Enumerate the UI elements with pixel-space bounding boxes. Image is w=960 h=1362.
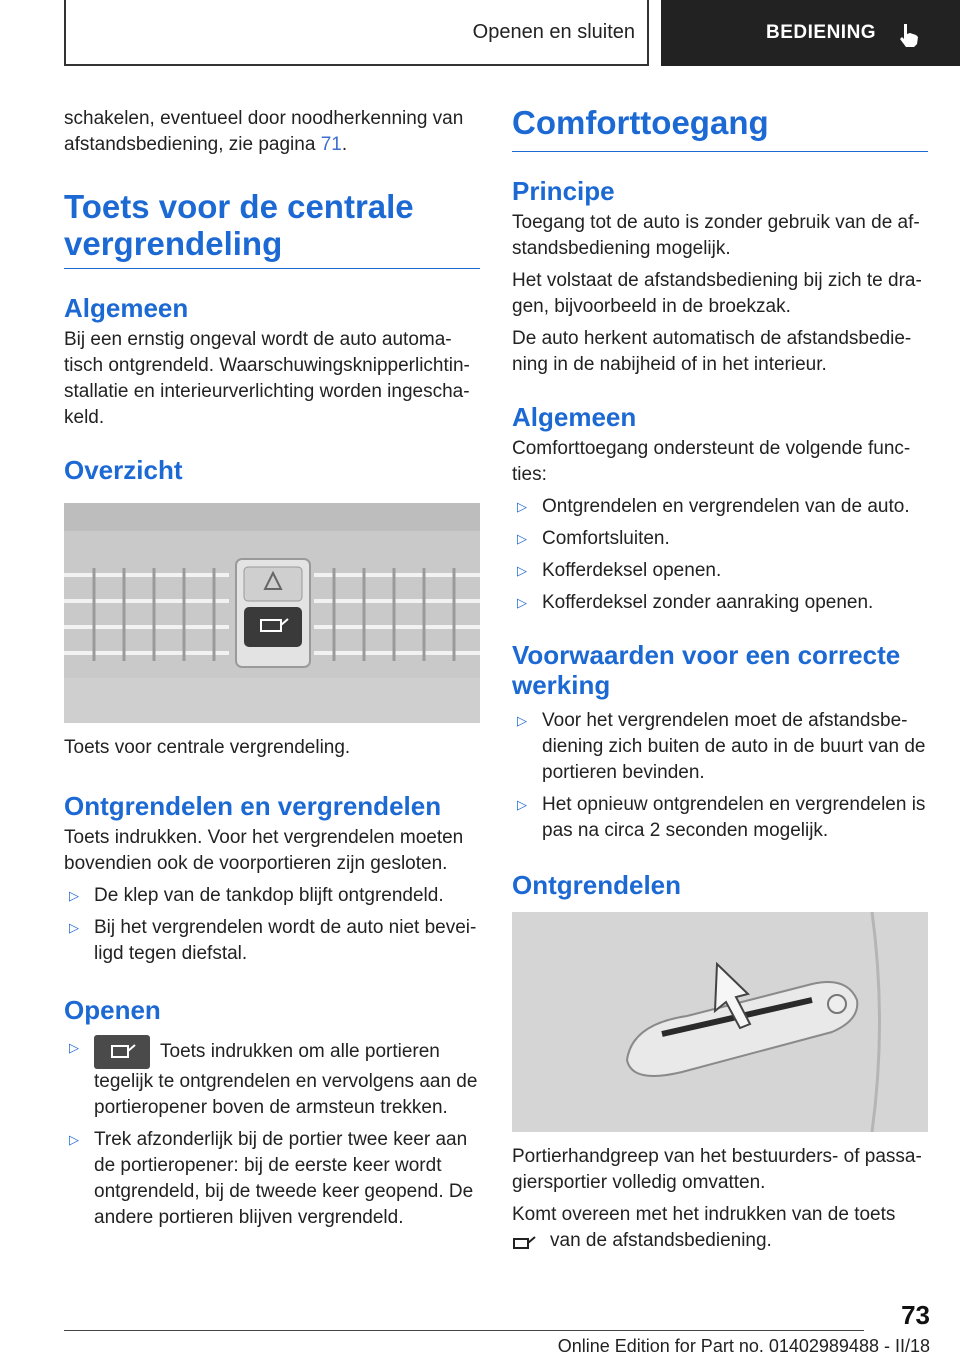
- left-column: [64, 98, 480, 1231]
- list-item: [512, 792, 928, 844]
- principe-paragraph: Het volstaat de afstandsbediening bij zich te dra-gen, bijvoorbeeld in de broekzak.: [512, 270, 922, 317]
- heading-algemeen-right: Algemeen: [512, 402, 637, 432]
- list-item-text: Trek afzonderlijk bij de portier twee keer aan de portieropener: bij de eerste keer wordt ontgrendeld, bij de tweede keer geopend. De andere portieren blijven vergrendeld.: [94, 1129, 474, 1228]
- hand-pointer-icon: [896, 22, 922, 48]
- door-handle-image: [512, 912, 928, 1132]
- list-item-text: De klep van de tankdop blijft ontgrendeld.: [94, 885, 444, 906]
- triangle-bullet-icon: ▷: [517, 595, 527, 610]
- right-column: [512, 104, 928, 1254]
- chapter-title: BEDIENING: [766, 22, 877, 43]
- list-item-text: Toets indrukken om alle portieren tegelijk te ontgrendelen en vervolgens aan de portieropener boven de armsteun trekken.: [94, 1041, 478, 1118]
- voorwaarden-list: [512, 708, 928, 844]
- list-item: [64, 1127, 480, 1231]
- footer-divider: [64, 1330, 864, 1331]
- principe-paragraph: De auto herkent automatisch de afstandsbedie-ning in de nabijheid of in het interieur.: [512, 328, 912, 375]
- list-item-text: Kofferdeksel openen.: [542, 560, 722, 581]
- section-tab: [64, 0, 649, 66]
- triangle-bullet-icon: ▷: [517, 713, 527, 728]
- triangle-bullet-icon: ▷: [517, 797, 527, 812]
- openen-list: [64, 1035, 480, 1231]
- key-text-before: Komt overeen met het indrukken van de toets: [512, 1204, 896, 1225]
- list-item-text: Kofferdeksel zonder aanraking openen.: [542, 592, 874, 613]
- heading-overzicht: Overzicht: [64, 455, 183, 485]
- door-handle-illustration: [512, 912, 928, 1132]
- section-title: Openen en sluiten: [472, 20, 635, 43]
- triangle-bullet-icon: ▷: [517, 531, 527, 546]
- heading-principe: Principe: [512, 176, 615, 206]
- triangle-bullet-icon: ▷: [69, 1132, 79, 1147]
- list-item: [512, 526, 928, 552]
- list-item-text: Voor het vergrendelen moet de afstandsbe-diening zich buiten de auto in de buurt van de portieren bevinden.: [542, 710, 926, 783]
- section-heading-central-locking: Toets voor de centrale vergrendeling: [64, 188, 480, 269]
- intro-paragraph: [64, 106, 480, 158]
- ontgrendelen-text: Toets indrukken. Voor het vergrendelen moeten bovendien ook de voorportieren zijn gesloten.: [64, 827, 464, 874]
- key-text-after: van de afstandsbediening.: [550, 1230, 772, 1251]
- list-item: [512, 708, 928, 786]
- page-number: 73: [901, 1300, 930, 1330]
- list-item: [64, 883, 480, 909]
- list-item-text: Comfortsluiten.: [542, 528, 670, 549]
- ontgrendelen-caption: Portierhandgreep van het bestuurders- of passa-giersportier volledig omvatten.: [512, 1146, 922, 1193]
- list-item: [512, 590, 928, 616]
- overzicht-caption: Toets voor centrale vergrendeling.: [64, 737, 351, 758]
- triangle-bullet-icon: ▷: [517, 499, 527, 514]
- list-item-text: Ontgrendelen en vergrendelen van de auto.: [542, 496, 910, 517]
- section-heading-comforttoegang: Comforttoegang: [512, 104, 928, 152]
- ontgrendelen-list: [64, 883, 480, 967]
- unlock-key-icon: [94, 1035, 150, 1069]
- heading-openen: Openen: [64, 995, 161, 1025]
- heading-ontgrendelen-vergrendelen: Ontgrendelen en vergrendelen: [64, 791, 442, 821]
- unlock-icon: [512, 1232, 540, 1250]
- triangle-bullet-icon: ▷: [69, 920, 79, 935]
- chapter-tab: [661, 0, 960, 66]
- list-item: [512, 494, 928, 520]
- intro-end: .: [341, 134, 348, 155]
- central-locking-button-image: [64, 503, 480, 723]
- list-item-text: Bij het vergrendelen wordt de auto niet bevei-ligd tegen diefstal.: [94, 917, 477, 964]
- page-link[interactable]: 71: [320, 134, 342, 155]
- algemeen-right-text: Comforttoegang ondersteunt de volgende func-ties:: [512, 438, 911, 485]
- intro-text: schakelen, eventueel door noodherkenning van afstandsbediening, zie pagina: [64, 108, 464, 155]
- list-item: [64, 915, 480, 967]
- list-item-text: Het opnieuw ontgrendelen en vergrendelen is pas na circa 2 seconden mogelijk.: [542, 794, 926, 841]
- vent-illustration: [64, 503, 480, 723]
- triangle-bullet-icon: ▷: [517, 563, 527, 578]
- edition-text: Online Edition for Part no. 01402989488 - II/18: [557, 1336, 930, 1356]
- heading-algemeen: Algemeen: [64, 293, 189, 323]
- list-item: [512, 558, 928, 584]
- ontgrendelen-key-text: [512, 1202, 928, 1254]
- page-header: [64, 0, 960, 66]
- algemeen-text: Bij een ernstig ongeval wordt de auto automa-tisch ontgrendeld. Waarschuwingsknipperlichtin-stallatie en interieurverlichting worden ingescha-keld.: [64, 329, 470, 428]
- list-item: [64, 1035, 480, 1121]
- heading-ontgrendelen: Ontgrendelen: [512, 870, 682, 900]
- triangle-bullet-icon: ▷: [69, 1040, 79, 1055]
- heading-voorwaarden: Voorwaarden voor een correcte werking: [512, 640, 901, 700]
- triangle-bullet-icon: ▷: [69, 888, 79, 903]
- functions-list: [512, 494, 928, 616]
- principe-paragraph: Toegang tot de auto is zonder gebruik van de af-standsbediening mogelijk.: [512, 212, 920, 259]
